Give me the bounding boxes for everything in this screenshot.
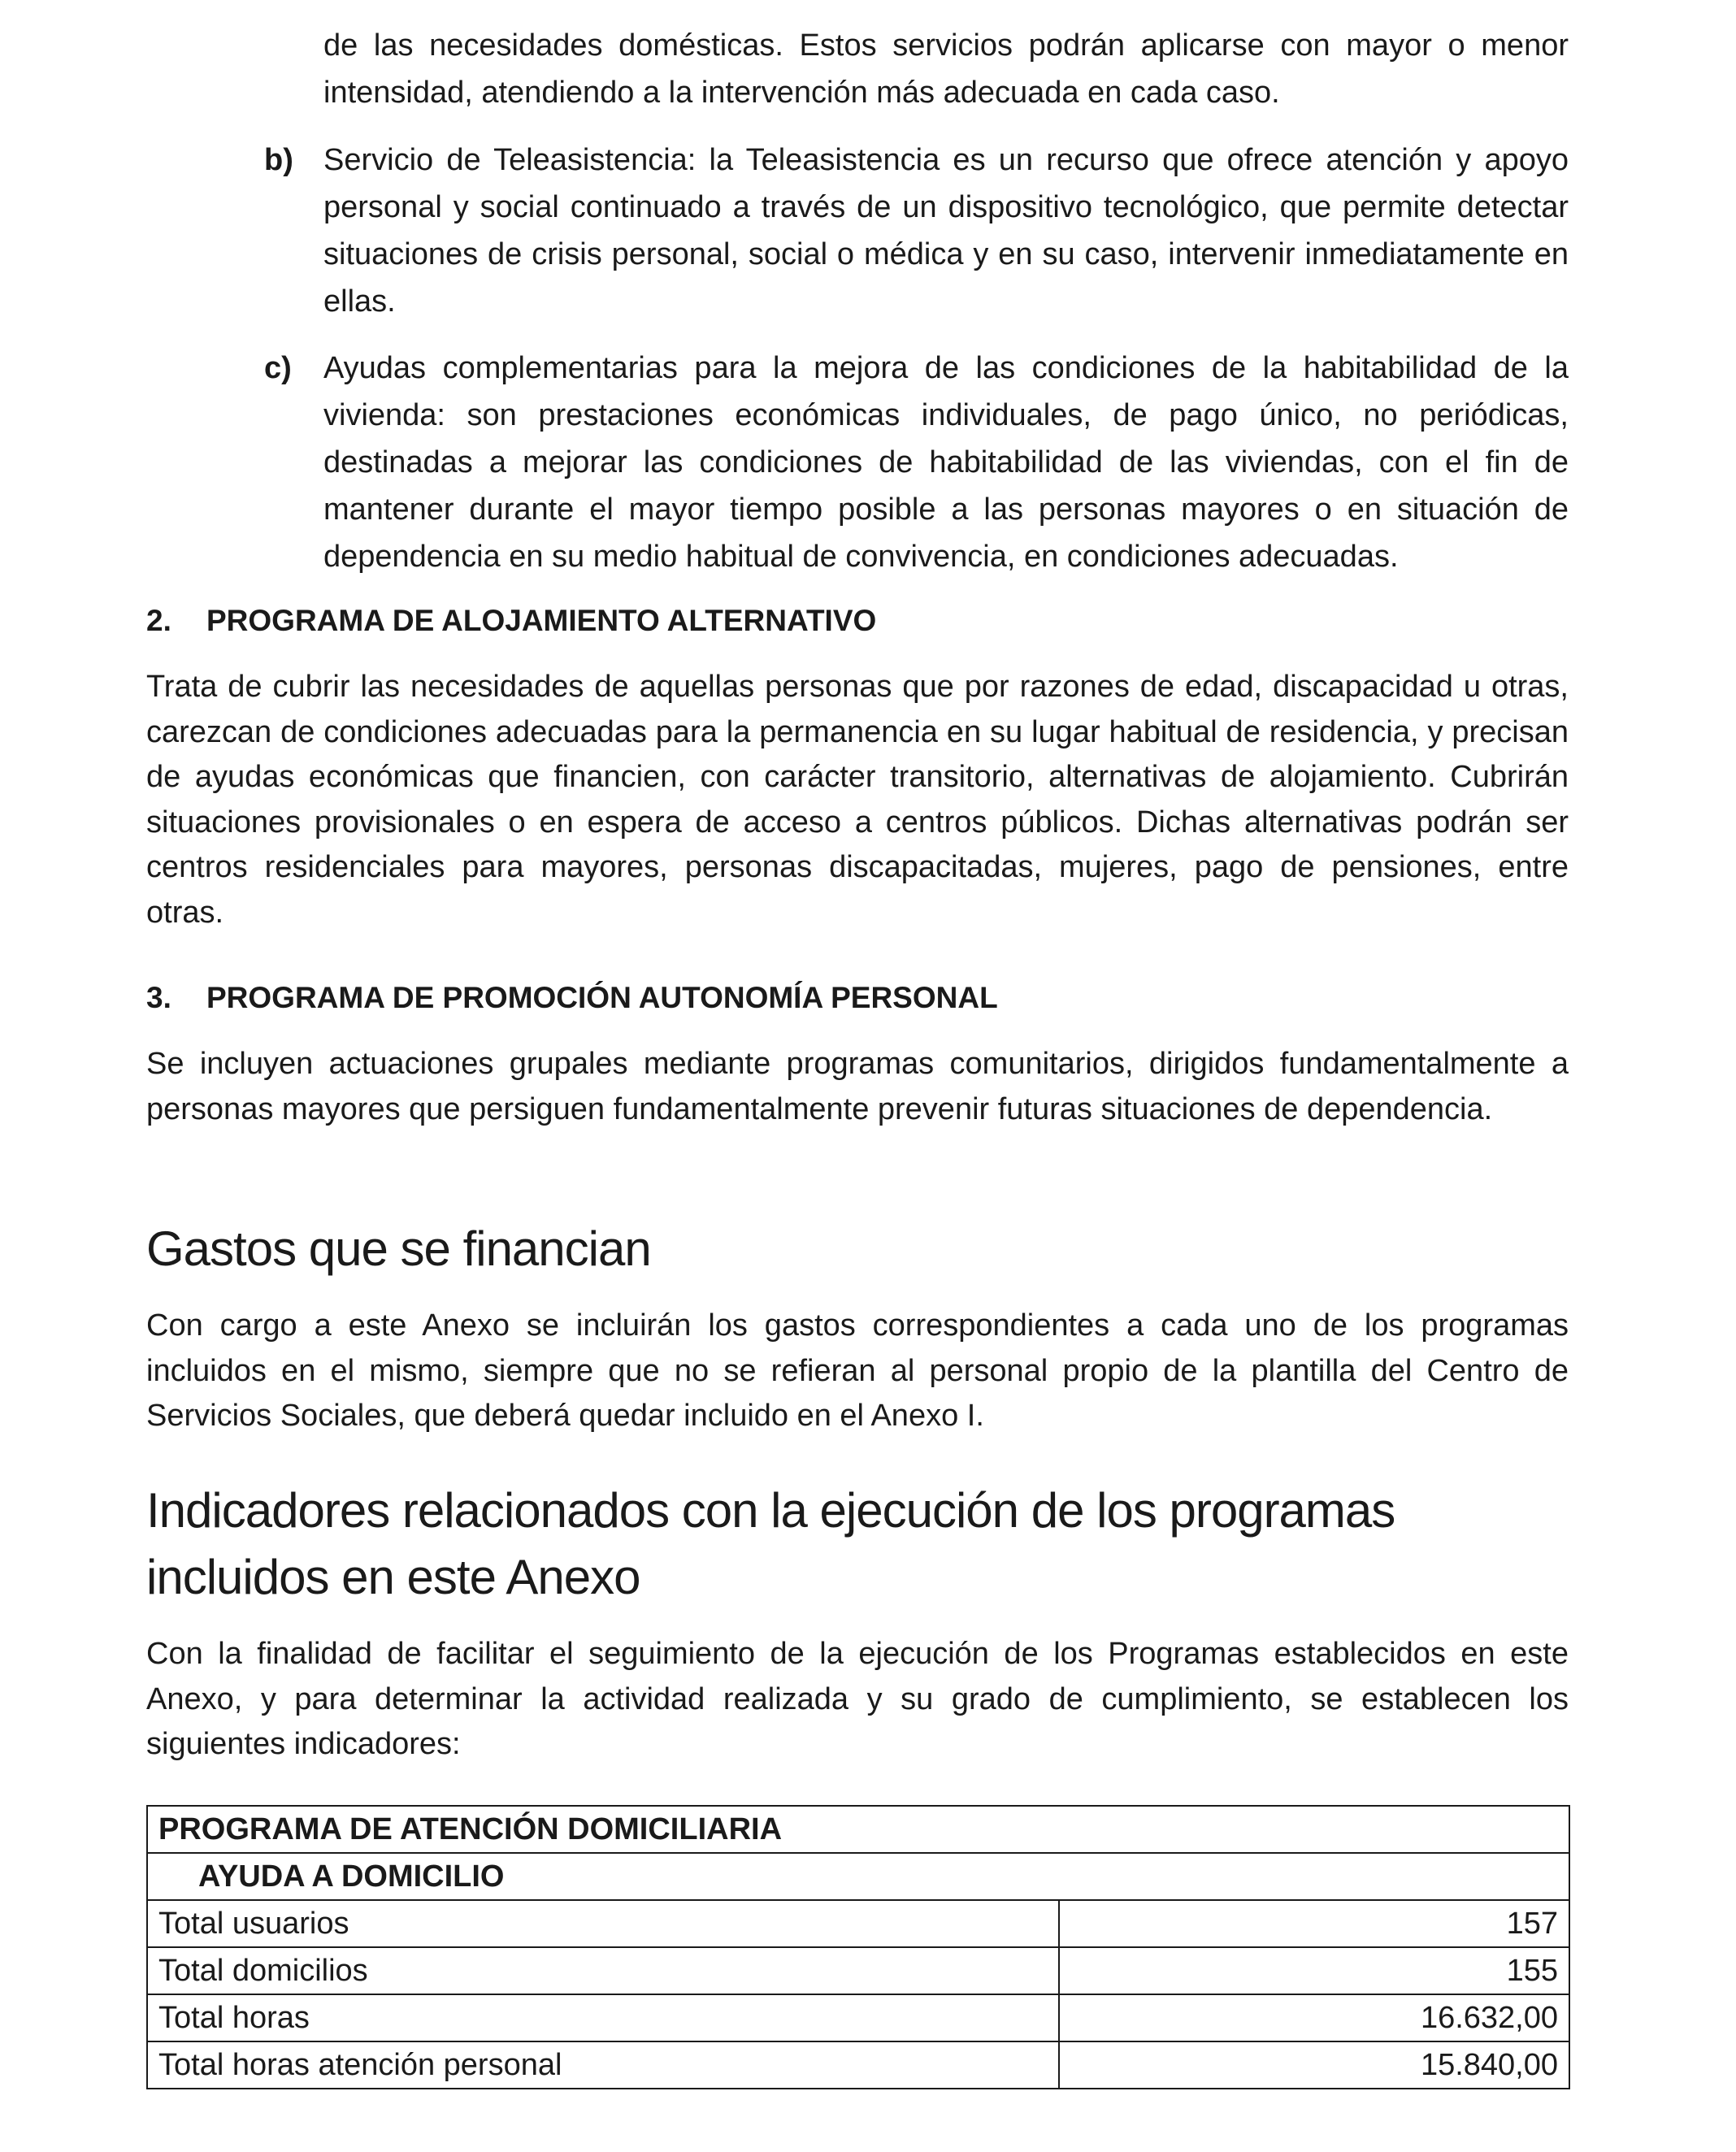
table-row [147, 1900, 1569, 1947]
section-number: 3. [146, 981, 171, 1014]
row-label: Total domicilios [147, 1947, 1059, 1994]
section-body-alojamiento: Trata de cubrir las necesidades de aquellas personas que por razones de edad, discapacidad u otras, carezcan de condiciones adecuadas para la permanencia en su lugar habitual de residencia, y precisan de ayudas económicas que financien, con carácter transitorio, alternativas de alojamiento. Cubrirán situaciones provisionales o en espera de acceso a centros públicos. Dichas alternativas podrán ser centros residenciales para mayores, personas discapacitadas, mujeres, pago de pensiones, entre otras. [146, 670, 1569, 930]
indicadores-body: Con la finalidad de facilitar el seguimiento de la ejecución de los Programas establecidos en este Anexo, y para determinar la actividad realizada y su grado de cumplimiento, se establecen los siguientes indicadores: [146, 1637, 1569, 1761]
section-number: 2. [146, 604, 171, 637]
list-item-text: Ayudas complementarias para la mejora de las condiciones de la habitabilidad de la vivienda: son prestaciones económicas individuales, de pago único, no periódicas, destinadas a mejorar las condiciones de habitabilidad de las viviendas, con el fin de mantener durante el mayor tiempo posible a las personas mayores o en situación de dependencia en su medio habitual de convivencia, en condiciones adecuadas. [323, 351, 1569, 574]
list-marker: c) [264, 351, 292, 385]
row-label: Total horas [147, 1994, 1059, 2041]
table-row [147, 1947, 1569, 1994]
table-title-row [147, 1806, 1569, 1853]
row-value: 16.632,00 [1059, 1994, 1569, 2041]
gastos-body: Con cargo a este Anexo se incluirán los gastos correspondientes a cada uno de los programas incluidos en el mismo, siempre que no se refieran al personal propio de la plantilla del Centro de Servicios Sociales, que deberá quedar incluido en el Anexo I. [146, 1308, 1569, 1433]
indicators-table [146, 1805, 1570, 2089]
section-title: PROGRAMA DE PROMOCIÓN AUTONOMÍA PERSONAL [206, 981, 998, 1014]
row-label: Total horas atención personal [147, 2041, 1059, 2089]
list-marker: b) [264, 143, 293, 177]
row-label: Total usuarios [147, 1900, 1059, 1947]
row-value: 157 [1059, 1900, 1569, 1947]
row-value: 155 [1059, 1947, 1569, 1994]
heading-gastos: Gastos que se financian [146, 1221, 651, 1276]
list-item-c [264, 345, 1569, 580]
table-subtitle-row [147, 1853, 1569, 1900]
list-item-b [264, 137, 1569, 325]
section-heading-autonomia [146, 978, 998, 1017]
list-item-text: Servicio de Teleasistencia: la Teleasistencia es un recurso que ofrece atención y apoyo personal y social continuado a través de un dispositivo tecnológico, que permite detectar situaciones de crisis personal, social o médica y en su caso, intervenir inmediatamente en ellas. [323, 143, 1569, 319]
row-value: 15.840,00 [1059, 2041, 1569, 2089]
section-heading-alojamiento [146, 601, 876, 640]
heading-indicadores: Indicadores relacionados con la ejecución de los programas incluidos en este Anexo [146, 1483, 1395, 1604]
table-title: PROGRAMA DE ATENCIÓN DOMICILIARIA [147, 1806, 1569, 1853]
section-body-autonomia: Se incluyen actuaciones grupales mediante programas comunitarios, dirigidos fundamentalmente a personas mayores que persiguen fundamentalmente prevenir futuras situaciones de dependencia. [146, 1047, 1569, 1126]
intro-continuation: de las necesidades domésticas. Estos servicios podrán aplicarse con mayor o menor intensidad, atendiendo a la intervención más adecuada en cada caso. [323, 28, 1569, 110]
section-title: PROGRAMA DE ALOJAMIENTO ALTERNATIVO [206, 604, 877, 637]
table-row [147, 1994, 1569, 2041]
table-subtitle: AYUDA A DOMICILIO [147, 1853, 1569, 1900]
table-row [147, 2041, 1569, 2089]
